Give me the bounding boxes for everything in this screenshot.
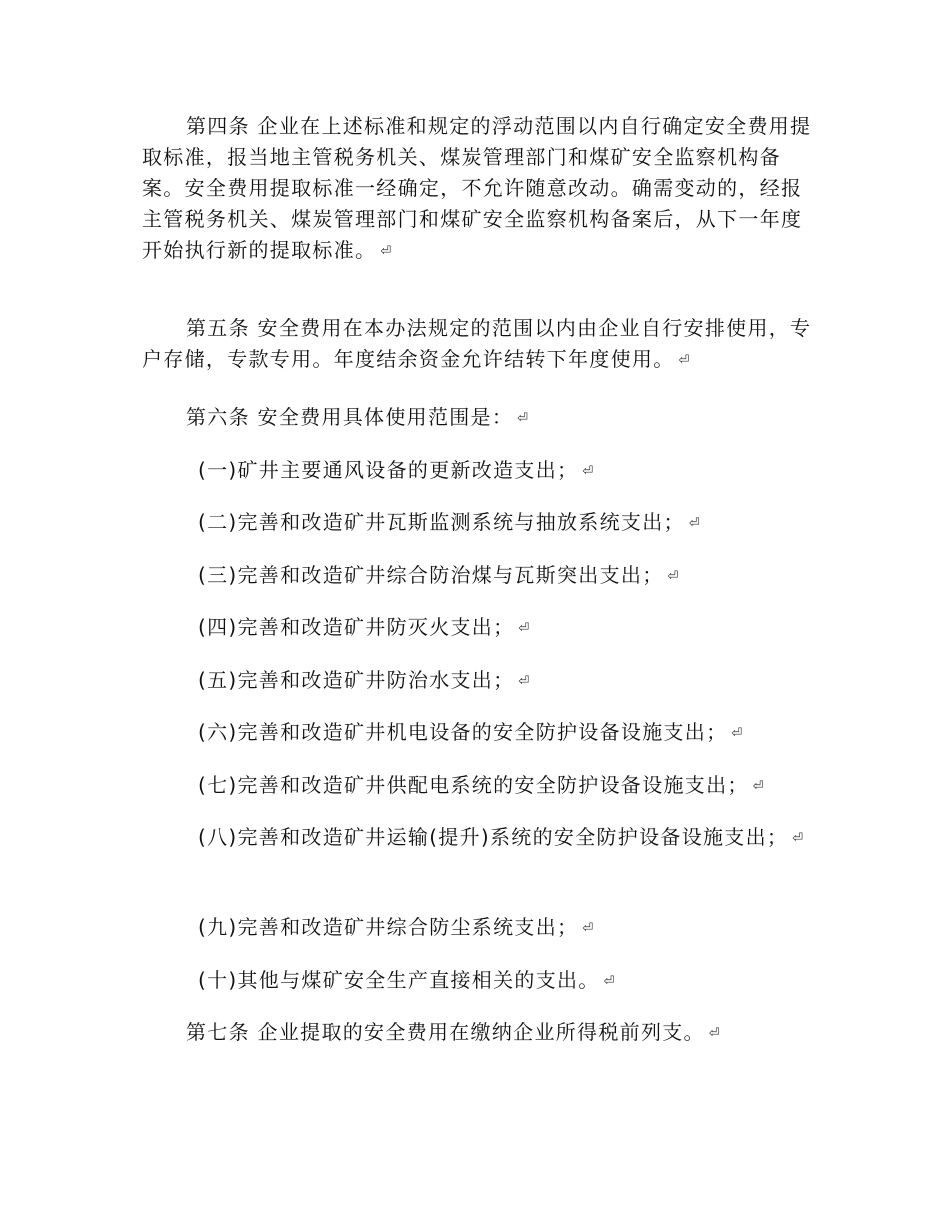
- article-5-text: 第五条 安全费用在本办法规定的范围以内由企业自行安排使用，专户存储，专款专用。年度结余资金允许结转下年度使用。: [142, 316, 812, 371]
- list-item-text: (九)完善和改造矿井综合防尘系统支出；: [198, 915, 579, 939]
- list-item: [198, 507, 818, 539]
- paragraph-mark-icon: ⏎: [517, 411, 529, 426]
- article-4-text: 第四条 企业在上述标准和规定的浮动范围以内自行确定安全费用提取标准，报当地主管税务机关、煤炭管理部门和煤矿安全监察机构备案。安全费用提取标准一经确定，不允许随意改动。确需变动的，经报主管税务机关、煤炭管理部门和煤矿安全监察机构备案后，从下一年度开始执行新的提取标准。: [142, 114, 812, 262]
- paragraph-mark-icon: ⏎: [518, 621, 530, 636]
- paragraph-mark-icon: ⏎: [603, 974, 615, 989]
- article-6-paragraph: [142, 402, 812, 434]
- paragraph-mark-icon: ⏎: [582, 921, 594, 936]
- article-4-paragraph: [142, 111, 812, 267]
- article-5-paragraph: [142, 313, 812, 376]
- list-item: [198, 665, 818, 697]
- list-item: [198, 455, 818, 487]
- paragraph-mark-icon: ⏎: [731, 726, 743, 741]
- list-item: [142, 822, 812, 854]
- article-7-text: 第七条 企业提取的安全费用在缴纳企业所得税前列支。: [186, 1020, 705, 1044]
- list-item: [198, 717, 818, 749]
- list-item-text: (六)完善和改造矿井机电设备的安全防护设备设施支出；: [198, 720, 728, 744]
- list-item: [198, 912, 818, 944]
- list-item-text: (二)完善和改造矿井瓦斯监测系统与抽放系统支出；: [198, 510, 685, 534]
- list-item: [198, 965, 818, 997]
- paragraph-mark-icon: ⏎: [582, 464, 594, 479]
- paragraph-mark-icon: ⏎: [752, 779, 764, 794]
- paragraph-mark-icon: ⏎: [792, 831, 804, 846]
- paragraph-mark-icon: ⏎: [678, 353, 690, 368]
- list-item-text: (七)完善和改造矿井供配电系统的安全防护设备设施支出；: [198, 773, 749, 797]
- article-7-paragraph: [142, 1017, 812, 1049]
- list-item-text: (八)完善和改造矿井运输(提升)系统的安全防护设备设施支出；: [198, 825, 789, 849]
- list-item-text: (一)矿井主要通风设备的更新改造支出；: [198, 458, 579, 482]
- list-item-text: (五)完善和改造矿井防治水支出；: [198, 668, 515, 692]
- list-item-text: (三)完善和改造矿井综合防治煤与瓦斯突出支出；: [198, 563, 664, 587]
- paragraph-mark-icon: ⏎: [518, 674, 530, 689]
- paragraph-mark-icon: ⏎: [667, 569, 679, 584]
- list-item-text: (十)其他与煤矿安全生产直接相关的支出。: [198, 968, 600, 992]
- paragraph-mark-icon: ⏎: [688, 516, 700, 531]
- list-item: [198, 770, 818, 802]
- list-item: [198, 612, 818, 644]
- list-item: [198, 560, 818, 592]
- paragraph-mark-icon: ⏎: [380, 244, 392, 259]
- list-item-text: (四)完善和改造矿井防灭火支出；: [198, 615, 515, 639]
- paragraph-mark-icon: ⏎: [708, 1026, 720, 1041]
- article-6-text: 第六条 安全费用具体使用范围是：: [186, 405, 514, 429]
